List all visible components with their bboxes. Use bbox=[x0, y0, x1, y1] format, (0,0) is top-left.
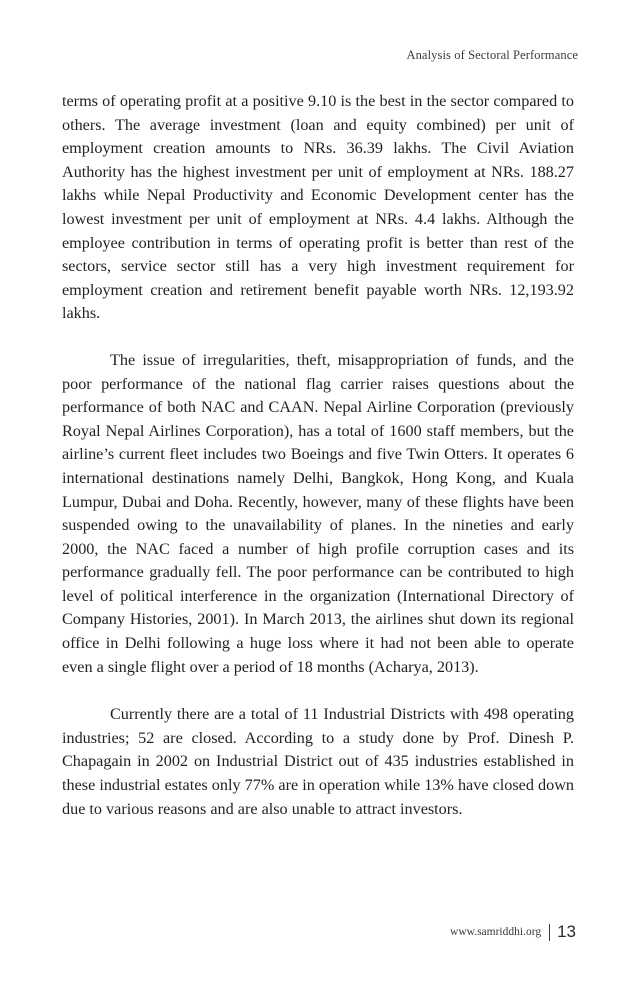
page-footer bbox=[450, 922, 576, 942]
body-text bbox=[62, 90, 574, 821]
page-number: 13 bbox=[557, 922, 576, 941]
running-header: Analysis of Sectoral Performance bbox=[406, 48, 578, 62]
footer-separator bbox=[549, 924, 550, 941]
paragraph-continuation: terms of operating profit at a positive 9.10 is the best in the sector compared to others. The average investment (loan and equity combined) per unit of employment creation amounts to NRs. 36.39 lakhs. The Civil Aviation Authority has the highest investment per unit of employment at NRs. 188.27 lakhs while Nepal Productivity and Economic Development center has the lowest investment per unit of employment at NRs. 4.4 lakhs. Although the employee contribution in terms of operating profit is better than rest of the sectors, service sector still has a very high investment requirement for employment creation and retirement benefit payable worth NRs. 12,193.92 lakhs. bbox=[62, 92, 574, 323]
paragraph-industrial-districts: Currently there are a total of 11 Industrial Districts with 498 operating industries; 52 are closed. According to a study done by Prof. Dinesh P. Chapagain in 2002 on Industrial District out of 435 industries established in these industrial estates only 77% are in operation while 13% have closed down due to various reasons and are also unable to attract investors. bbox=[62, 705, 574, 818]
paragraph-nac-caan: The issue of irregularities, theft, misappropriation of funds, and the poor performance of the national flag carrier raises questions about the performance of both NAC and CAAN. Nepal Airline Corporation (previously Royal Nepal Airlines Corporation), has a total of 1600 staff members, but the airline’s current fleet includes two Boeings and five Twin Otters. It operates 6 international destinations namely Delhi, Bangkok, Hong Kong, and Kuala Lumpur, Dubai and Doha. Recently, however, many of these flights have been suspended owing to the unavailability of planes. In the nineties and early 2000, the NAC faced a number of high profile corruption cases and its performance gradually fell. The poor performance can be contributed to high level of political interference in the organization (International Directory of Company Histories, 2001). In March 2013, the airlines shut down its regional office in Delhi following a huge loss where it had not been able to operate even a single flight over a period of 18 months (Acharya, 2013). bbox=[62, 350, 574, 676]
footer-website: www.samriddhi.org bbox=[450, 926, 542, 938]
